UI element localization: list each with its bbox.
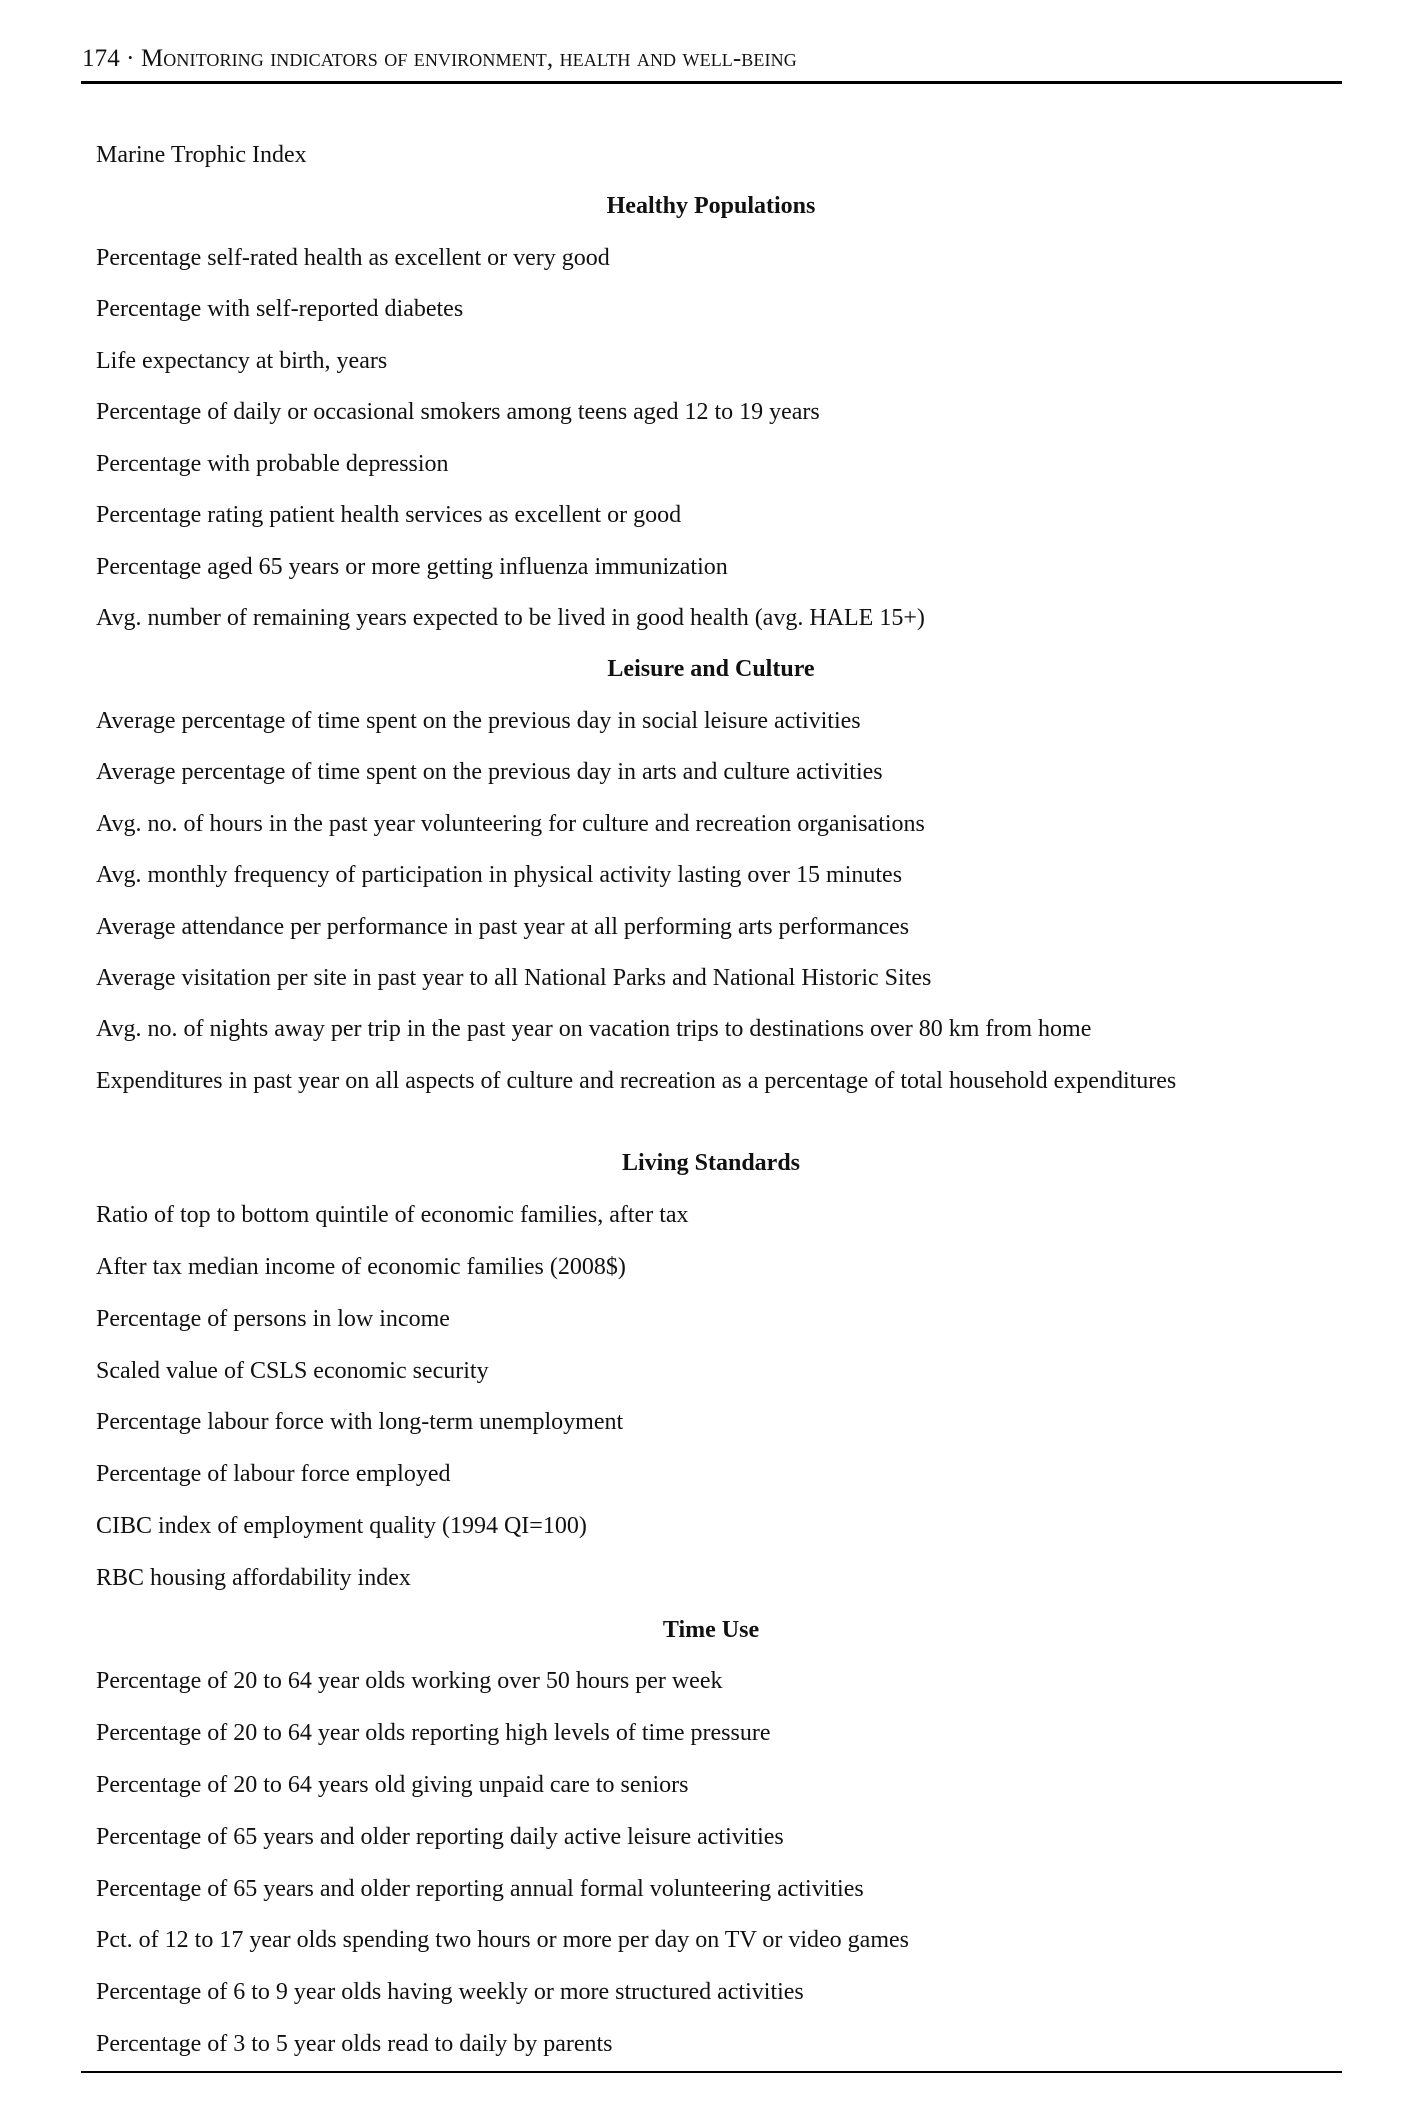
list-item: Percentage of 65 years and older reporting daily active leisure activities xyxy=(96,1823,784,1850)
list-item: CIBC index of employment quality (1994 QI=100) xyxy=(96,1513,587,1540)
list-item: Percentage of 20 to 64 year olds working over 50 hours per week xyxy=(96,1668,723,1695)
list-item: Avg. no. of nights away per trip in the past year on vacation trips to destinations over 80 km from home xyxy=(96,1016,1092,1043)
list-item: Average attendance per performance in past year at all performing arts performances xyxy=(96,913,910,940)
list-item: Expenditures in past year on all aspects of culture and recreation as a percentage of total household expenditures xyxy=(96,1067,1177,1094)
list-item: Pct. of 12 to 17 year olds spending two hours or more per day on TV or video games xyxy=(96,1927,909,1954)
page-number: 174 xyxy=(82,45,120,72)
list-item: Percentage of 20 to 64 years old giving unpaid care to seniors xyxy=(96,1772,689,1799)
section-heading-healthy-populations: Healthy Populations xyxy=(606,193,816,220)
indicator-list xyxy=(96,130,1326,2071)
list-item: RBC housing affordability index xyxy=(96,1564,411,1591)
list-item: Percentage rating patient health services as excellent or good xyxy=(96,502,682,529)
list-item: Life expectancy at birth, years xyxy=(96,347,388,374)
list-item: Percentage of daily or occasional smokers among teens aged 12 to 19 years xyxy=(96,399,820,426)
list-item: After tax median income of economic families (2008$) xyxy=(96,1254,626,1281)
header-separator: · xyxy=(126,45,135,72)
running-header xyxy=(82,44,797,74)
section-heading-leisure-and-culture: Leisure and Culture xyxy=(607,656,815,683)
list-item: Percentage of 6 to 9 year olds having weekly or more structured activities xyxy=(96,1979,804,2006)
list-item: Average percentage of time spent on the previous day in arts and culture activities xyxy=(96,759,883,786)
header-rule xyxy=(81,81,1342,84)
list-item: Percentage of 3 to 5 year olds read to daily by parents xyxy=(96,2031,613,2058)
list-item: Average percentage of time spent on the previous day in social leisure activities xyxy=(96,707,861,734)
section-heading-living-standards: Living Standards xyxy=(621,1150,801,1177)
footer-rule xyxy=(81,2071,1342,2073)
list-item: Avg. monthly frequency of participation in physical activity lasting over 15 minutes xyxy=(96,862,903,889)
list-item: Percentage labour force with long-term unemployment xyxy=(96,1409,624,1436)
list-item: Avg. no. of hours in the past year volunteering for culture and recreation organisations xyxy=(96,810,925,837)
list-item: Marine Trophic Index xyxy=(96,142,307,168)
section-heading-time-use: Time Use xyxy=(662,1616,760,1643)
list-item: Percentage of persons in low income xyxy=(96,1305,450,1332)
list-item: Percentage of labour force employed xyxy=(96,1461,451,1488)
list-item: Percentage self-rated health as excellent or very good xyxy=(96,244,610,271)
list-item: Percentage of 20 to 64 year olds reporting high levels of time pressure xyxy=(96,1720,771,1747)
list-item: Avg. number of remaining years expected to be lived in good health (avg. HALE 15+) xyxy=(96,604,925,631)
list-item: Average visitation per site in past year to all National Parks and National Historic Sites xyxy=(96,965,932,991)
header-title: Monitoring indicators of environment, health and well-being xyxy=(140,45,797,72)
list-item: Scaled value of CSLS economic security xyxy=(96,1357,489,1384)
list-item: Ratio of top to bottom quintile of economic families, after tax xyxy=(96,1202,689,1229)
list-item: Percentage with self-reported diabetes xyxy=(96,296,464,323)
list-item: Percentage of 65 years and older reporting annual formal volunteering activities xyxy=(96,1875,864,1902)
list-item: Percentage with probable depression xyxy=(96,450,449,477)
list-item: Percentage aged 65 years or more getting influenza immunization xyxy=(96,553,728,580)
